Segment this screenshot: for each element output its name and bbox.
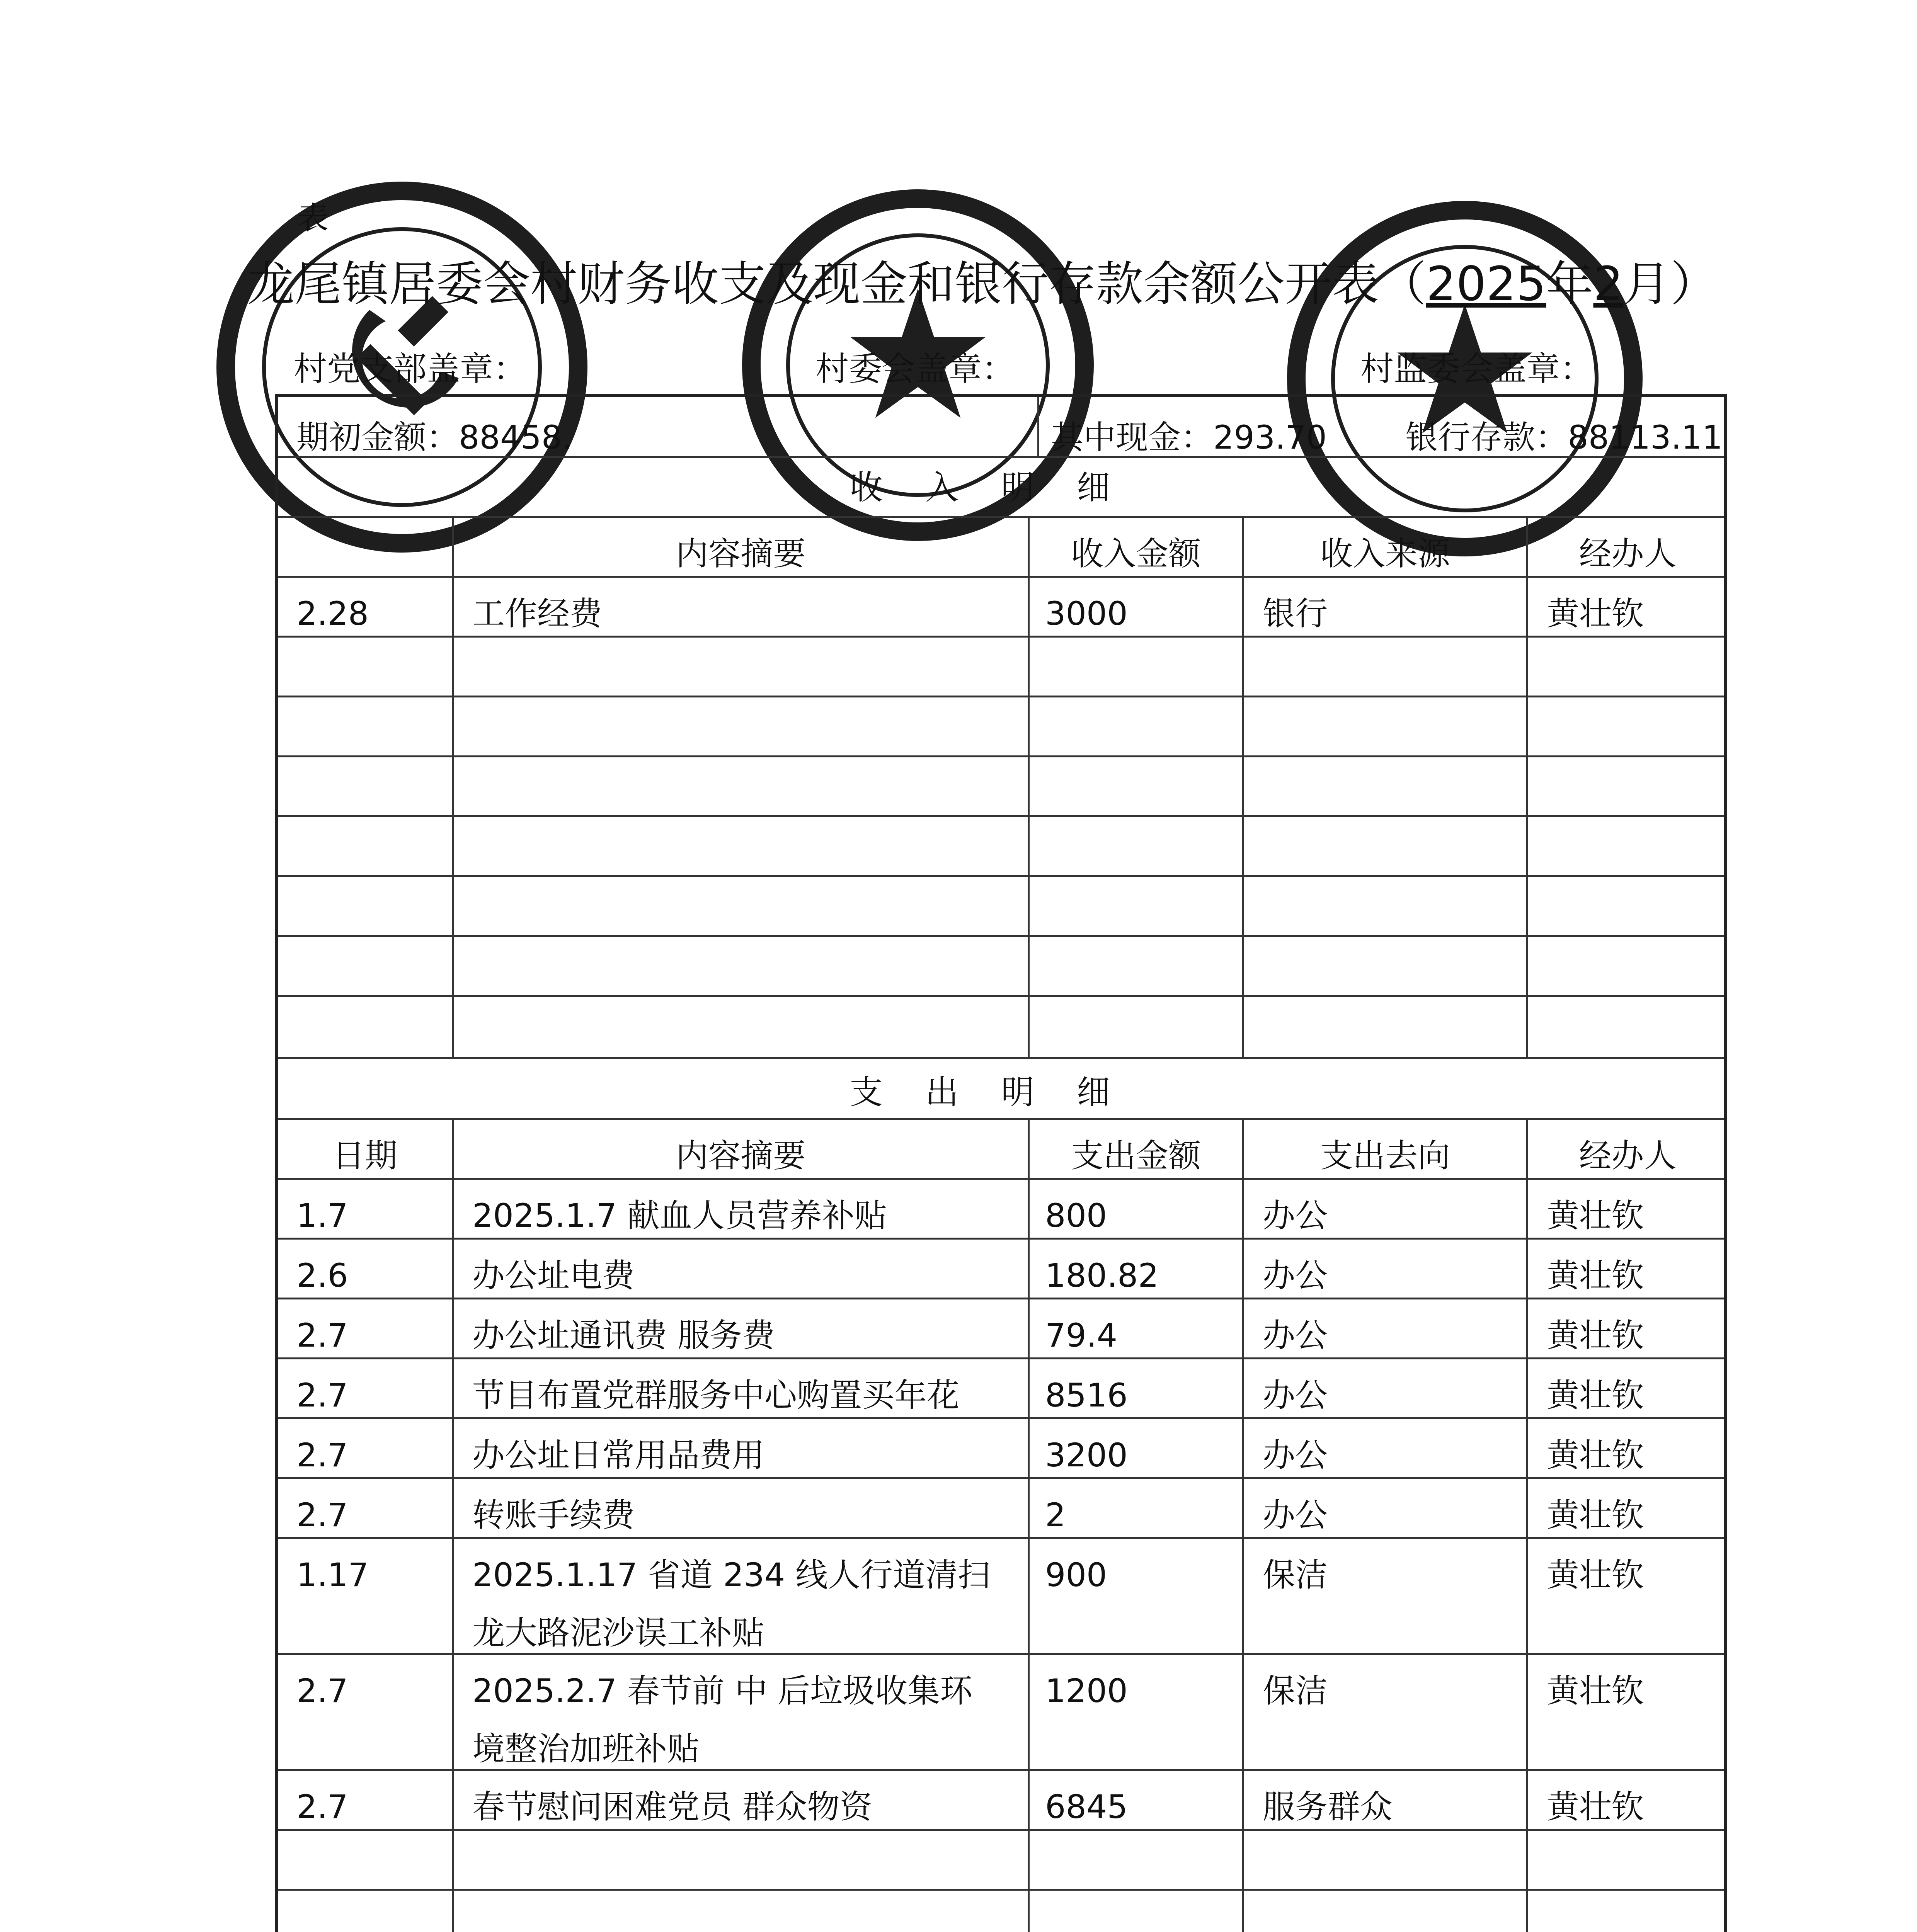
income-header-handler: 经办人 <box>1579 535 1677 573</box>
blank-cell <box>1244 997 1528 1057</box>
blank-cell <box>1030 757 1244 815</box>
expense-desc-line: 龙大路泥沙误工补贴 <box>472 1614 765 1652</box>
expense-handler: 黄壮钦 <box>1547 1556 1645 1594</box>
blank-cell <box>1528 817 1727 875</box>
expense-desc-line: 办公址电费 <box>472 1257 635 1294</box>
opening-amount <box>278 397 1039 456</box>
expense-date: 2.7 <box>278 1655 454 1769</box>
blank-cell <box>278 697 454 755</box>
expense-handler: 黄壮钦 <box>1547 1496 1645 1534</box>
expense-amount: 2 <box>1030 1479 1244 1537</box>
income-header-amount: 收入金额 <box>1030 518 1244 576</box>
expense-amount: 800 <box>1030 1180 1244 1238</box>
table-row <box>278 1240 1724 1299</box>
expense-dest: 保洁 <box>1244 1539 1528 1653</box>
expense-header-dest: 支出去向 <box>1244 1120 1528 1178</box>
table-row <box>278 1655 1724 1771</box>
expense-section-title: 支出明细 <box>278 1059 1724 1120</box>
expense-amount: 1200 <box>1030 1655 1244 1769</box>
expense-date: 2.7 <box>278 1359 454 1417</box>
expense-header-amount: 支出金额 <box>1030 1120 1244 1178</box>
expense-desc-line: 办公址通讯费 服务费 <box>472 1316 775 1354</box>
expense-amount: 900 <box>1030 1539 1244 1653</box>
expense-desc-line: 2025.1.7 献血人员营养补贴 <box>472 1197 887 1235</box>
income-header-desc: 内容摘要 <box>454 518 1030 576</box>
blank-cell <box>454 877 1030 935</box>
expense-handler: 黄壮钦 <box>1547 1376 1645 1414</box>
expense-desc-line: 办公址日常用品费用 <box>472 1436 765 1474</box>
income-header-date <box>278 518 454 576</box>
expense-dest: 办公 <box>1244 1180 1528 1238</box>
blank-cell <box>1030 638 1244 696</box>
expense-date: 2.6 <box>278 1240 454 1298</box>
opening-label: 期初金额： <box>296 418 459 456</box>
table-row <box>278 1891 1724 1932</box>
title-month: 2 <box>1593 257 1624 311</box>
expense-desc-line: 境整治加班补贴 <box>472 1730 700 1768</box>
expense-date: 2.7 <box>278 1479 454 1537</box>
expense-amount: 8516 <box>1030 1359 1244 1417</box>
income-header-row <box>278 518 1724 578</box>
blank-cell <box>278 1891 454 1932</box>
table-row <box>278 697 1724 757</box>
blank-cell <box>1244 817 1528 875</box>
blank-cell <box>454 638 1030 696</box>
expense-desc <box>454 1180 1030 1238</box>
expense-dest: 办公 <box>1244 1359 1528 1417</box>
expense-amount: 6845 <box>1030 1771 1244 1829</box>
blank-cell <box>1030 1831 1244 1889</box>
table-row <box>278 1180 1724 1240</box>
expense-amount: 180.82 <box>1030 1240 1244 1298</box>
table-row <box>278 1419 1724 1479</box>
blank-cell <box>454 937 1030 995</box>
finance-table <box>275 394 1727 1932</box>
opening-value: 88458. <box>459 418 572 456</box>
expense-desc-line: 2025.1.17 省道 234 线人行道清扫 <box>472 1556 990 1594</box>
income-amount: 3000 <box>1030 578 1244 636</box>
income-desc: 工作经费 <box>454 578 1030 636</box>
expense-header-date: 日期 <box>278 1120 454 1178</box>
blank-cell <box>1244 697 1528 755</box>
opening-cash-value: 293.70 <box>1213 418 1327 456</box>
opening-bank-value: 88113.11 <box>1568 418 1723 456</box>
expense-desc <box>454 1419 1030 1477</box>
expense-desc <box>454 1655 1030 1769</box>
opening-cash-label: 其中现金： <box>1051 418 1214 456</box>
expense-handler: 黄壮钦 <box>1547 1257 1645 1294</box>
blank-cell <box>278 997 454 1057</box>
expense-desc <box>454 1771 1030 1829</box>
blank-cell <box>278 1831 454 1889</box>
table-row <box>278 1359 1724 1419</box>
expense-handler: 黄壮钦 <box>1547 1436 1645 1474</box>
blank-cell <box>1030 697 1244 755</box>
expense-desc <box>454 1299 1030 1357</box>
blank-cell <box>454 1831 1030 1889</box>
expense-dest: 办公 <box>1244 1419 1528 1477</box>
expense-dest: 办公 <box>1244 1479 1528 1537</box>
blank-cell <box>1244 1831 1528 1889</box>
opening-bank-label: 银行存款： <box>1405 418 1568 456</box>
expense-dest: 保洁 <box>1244 1655 1528 1769</box>
blank-cell <box>278 757 454 815</box>
blank-cell <box>1244 1891 1528 1932</box>
table-row <box>278 578 1724 638</box>
blank-cell <box>454 1891 1030 1932</box>
title-mid: 年 <box>1546 257 1594 311</box>
blank-cell <box>1528 1831 1727 1889</box>
title-suffix: 月） <box>1623 257 1718 311</box>
expense-header-desc: 内容摘要 <box>454 1120 1030 1178</box>
blank-cell <box>1030 997 1244 1057</box>
blank-cell <box>1528 997 1727 1057</box>
table-row <box>278 997 1724 1059</box>
expense-desc <box>454 1479 1030 1537</box>
expense-desc <box>454 1359 1030 1417</box>
expense-desc-line: 转账手续费 <box>472 1496 635 1534</box>
table-row <box>278 937 1724 997</box>
expense-date: 1.17 <box>278 1539 454 1653</box>
blank-cell <box>1528 638 1727 696</box>
expense-dest: 办公 <box>1244 1240 1528 1298</box>
table-row <box>278 1539 1724 1655</box>
blank-cell <box>1244 877 1528 935</box>
expense-desc-line: 节目布置党群服务中心购置买年花 <box>472 1376 960 1414</box>
expense-amount: 79.4 <box>1030 1299 1244 1357</box>
blank-cell <box>1030 877 1244 935</box>
table-row <box>278 1479 1724 1539</box>
table-row <box>278 1831 1724 1891</box>
blank-cell <box>454 697 1030 755</box>
committee-seal-label: 村委会盖章： <box>815 350 1015 388</box>
title-year: 2025 <box>1426 257 1546 311</box>
blank-cell <box>1030 817 1244 875</box>
expense-dest: 办公 <box>1244 1299 1528 1357</box>
expense-desc <box>454 1240 1030 1298</box>
expense-desc <box>454 1539 1030 1653</box>
expense-desc-line: 2025.2.7 春节前 中 后垃圾收集环 <box>472 1672 973 1710</box>
table-row <box>278 1771 1724 1831</box>
income-date: 2.28 <box>278 578 454 636</box>
table-row <box>278 877 1724 937</box>
expense-handler: 黄壮钦 <box>1547 1197 1645 1235</box>
expense-date: 2.7 <box>278 1771 454 1829</box>
expense-date: 1.7 <box>278 1180 454 1238</box>
opening-balance-row <box>278 397 1724 458</box>
expense-date: 2.7 <box>278 1299 454 1357</box>
expense-header-row <box>278 1120 1724 1180</box>
blank-cell <box>1244 757 1528 815</box>
blank-cell <box>278 937 454 995</box>
blank-cell <box>1528 757 1727 815</box>
expense-handler: 黄壮钦 <box>1547 1672 1645 1710</box>
blank-cell <box>1244 638 1528 696</box>
expense-amount: 3200 <box>1030 1419 1244 1477</box>
blank-cell <box>278 877 454 935</box>
income-section-title: 收入明细 <box>278 458 1724 518</box>
blank-cell <box>454 757 1030 815</box>
page-title <box>247 247 1793 321</box>
blank-cell <box>454 817 1030 875</box>
blank-cell <box>454 997 1030 1057</box>
expense-dest: 服务群众 <box>1244 1771 1528 1829</box>
expense-desc-line: 春节慰问困难党员 群众物资 <box>472 1788 872 1826</box>
title-prefix: 龙尾镇居委会村财务收支及现金和银行存款余额公开表（ <box>247 257 1426 311</box>
party-seal-label: 村党支部盖章： <box>294 350 526 388</box>
expense-handler: 黄壮钦 <box>1547 1788 1645 1826</box>
blank-cell <box>1528 1891 1727 1932</box>
blank-cell <box>1528 937 1727 995</box>
blank-cell <box>1528 877 1727 935</box>
table-mark: 表 <box>298 200 329 236</box>
income-source: 银行 <box>1244 578 1528 636</box>
blank-cell <box>1030 937 1244 995</box>
blank-cell <box>278 638 454 696</box>
blank-cell <box>1030 1891 1244 1932</box>
expense-date: 2.7 <box>278 1419 454 1477</box>
table-row <box>278 757 1724 817</box>
blank-cell <box>1528 697 1727 755</box>
income-handler: 黄壮钦 <box>1547 595 1645 633</box>
opening-breakdown <box>1039 397 1727 456</box>
blank-cell <box>278 817 454 875</box>
expense-handler: 黄壮钦 <box>1547 1316 1645 1354</box>
table-row <box>278 638 1724 697</box>
supervision-seal-label: 村监委会盖章： <box>1360 350 1593 388</box>
table-row <box>278 1299 1724 1359</box>
blank-cell <box>1244 937 1528 995</box>
table-row <box>278 817 1724 877</box>
expense-header-handler: 经办人 <box>1579 1137 1677 1175</box>
income-header-source: 收入来源 <box>1244 518 1528 576</box>
